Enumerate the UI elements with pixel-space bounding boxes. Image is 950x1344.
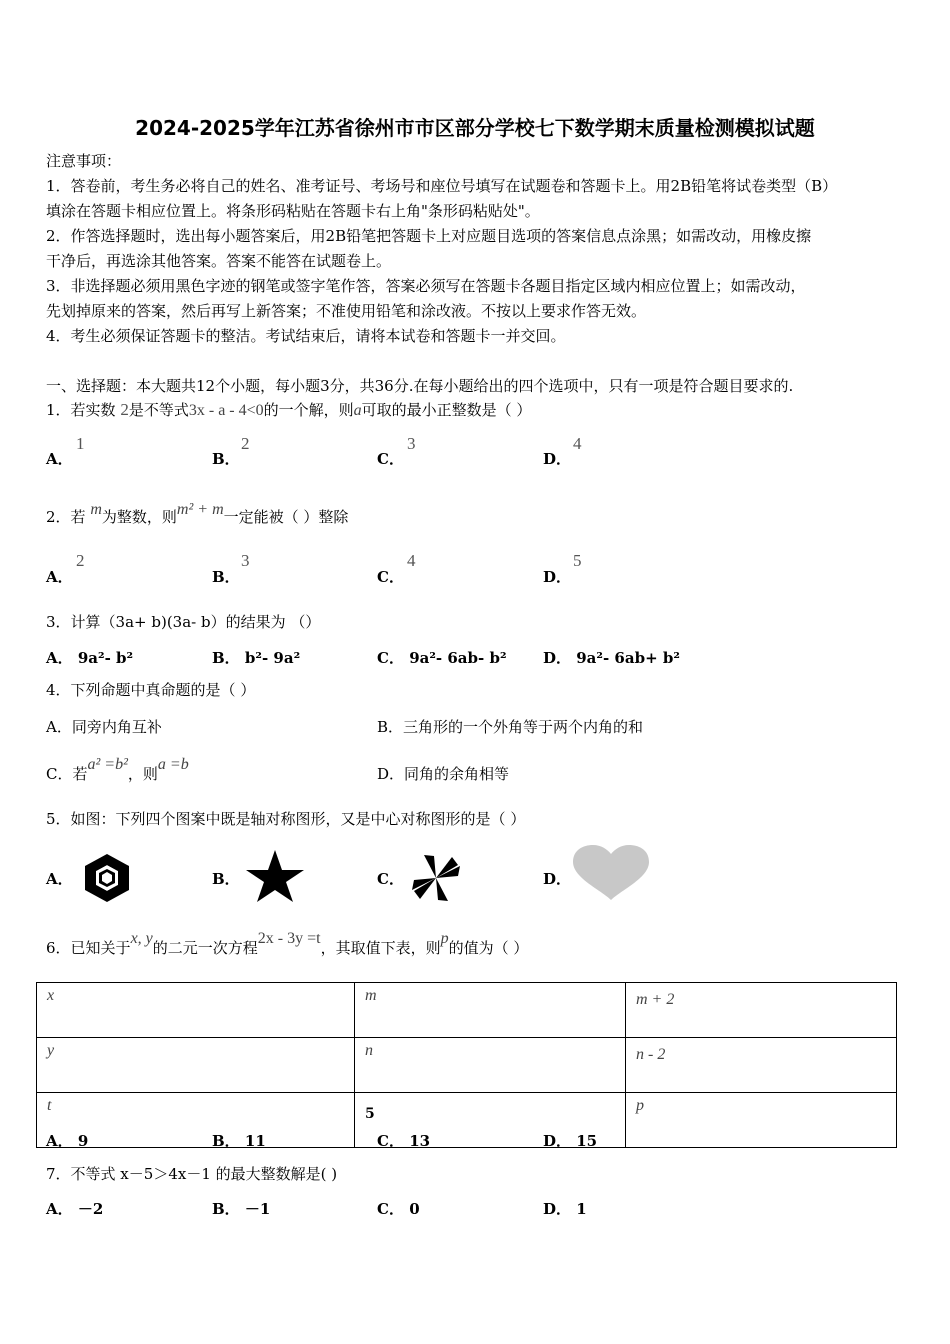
q4-option-c[interactable]: C．若a² =b²，则a =b (46, 756, 189, 783)
q5-option-a[interactable]: A． (46, 870, 73, 888)
table-cell: n - 2 (626, 1038, 897, 1093)
q1-option-c[interactable]: C． (377, 450, 404, 468)
question-6: 6．已知关于x, y的二元一次方程2x - 3y =t，其取值下表，则p的值为（ ） (46, 930, 529, 957)
question-7: 7．不等式 x－5＞4x－1 的最大整数解是( ) (46, 1165, 338, 1183)
heart-icon (571, 844, 651, 902)
q1-option-d[interactable]: D． (543, 450, 572, 468)
table-cell: m + 2 (626, 983, 897, 1038)
note-line: 4．考生必须保证答题卡的整洁。考试结束后，请将本试卷和答题卡一并交回。 (46, 327, 566, 345)
note-line: 2．作答选择题时，选出每小题答案后，用2B铅笔把答题卡上对应题目选项的答案信息点涂黑；如需改动，用橡皮擦 (46, 227, 812, 245)
q3-option-c[interactable]: C． 9a²- 6ab- b² (377, 649, 507, 667)
note-line: 干净后，再选涂其他答案。答案不能答在试题卷上。 (46, 252, 392, 270)
note-line: 填涂在答题卡相应位置上。将条形码粘贴在答题卡右上角"条形码粘贴处"。 (46, 202, 540, 220)
table-cell: p (626, 1093, 897, 1148)
table-cell: 5 (355, 1093, 626, 1148)
q2-option-a[interactable]: A． (46, 568, 73, 586)
value-table (36, 982, 897, 1148)
question-4: 4．下列命题中真命题的是（ ） (46, 681, 256, 699)
note-line: 1．答卷前，考生务必将自己的姓名、准考证号、考场号和座位号填写在试题卷和答题卡上。用2B铅笔将试卷类型（B） (46, 177, 838, 195)
q7-option-d[interactable]: D． 1 (543, 1200, 587, 1218)
q4-option-d[interactable]: D．同角的余角相等 (377, 765, 510, 783)
q6-option-d[interactable]: D． 15 (543, 1132, 598, 1150)
q2-option-c[interactable]: C． (377, 568, 404, 586)
pinwheel-icon (408, 853, 464, 903)
table-row (37, 1038, 897, 1093)
question-2: 2．若 m为整数，则m² + m一定能被（ ）整除 (46, 501, 349, 526)
note-line: 先划掉原来的答案，然后再写上新答案；不准使用铅笔和涂改液。不按以上要求作答无效。 (46, 302, 647, 320)
table-cell: t (37, 1093, 355, 1148)
q6-option-c[interactable]: C． 13 (377, 1132, 431, 1150)
q3-option-b[interactable]: B． b²- 9a² (212, 649, 301, 667)
q1-option-a[interactable]: A． (46, 450, 73, 468)
hexagon-pinwheel-icon (80, 852, 134, 904)
question-1: 1．若实数 2是不等式3x - a - 4<0的一个解，则a可取的最小正整数是（ ） (46, 400, 532, 419)
q5-option-d[interactable]: D． (543, 870, 572, 888)
q3-option-d[interactable]: D． 9a²- 6ab+ b² (543, 649, 680, 667)
q5-option-c[interactable]: C． (377, 870, 404, 888)
note-line: 3．非选择题必须用黑色字迹的钢笔或签字笔作答，答案必须写在答题卡各题目指定区域内相应位置上；如需改动， (46, 277, 806, 295)
q6-option-b[interactable]: B． 11 (212, 1132, 266, 1150)
q2-option-d[interactable]: D． (543, 568, 572, 586)
q4-option-a[interactable]: A．同旁内角互补 (46, 718, 162, 736)
q7-option-b[interactable]: B． －1 (212, 1200, 271, 1218)
q6-option-a[interactable]: A． 9 (46, 1132, 89, 1150)
table-row (37, 1093, 897, 1148)
notes-heading: 注意事项： (46, 152, 122, 170)
table-cell: n (355, 1038, 626, 1093)
table-row (37, 983, 897, 1038)
q1-option-b[interactable]: B． (212, 450, 240, 468)
page-title: 2024-2025学年江苏省徐州市市区部分学校七下数学期末质量检测模拟试题 (135, 116, 815, 140)
q2-option-b[interactable]: B． (212, 568, 240, 586)
q4-option-b[interactable]: B．三角形的一个外角等于两个内角的和 (377, 718, 644, 736)
table-cell: x (37, 983, 355, 1038)
q5-option-b[interactable]: B． (212, 870, 240, 888)
q7-option-c[interactable]: C． 0 (377, 1200, 420, 1218)
q7-option-a[interactable]: A． －2 (46, 1200, 104, 1218)
star-icon (244, 849, 306, 903)
q3-option-a[interactable]: A． 9a²- b² (46, 649, 134, 667)
table-cell: m (355, 983, 626, 1038)
question-3: 3．计算（3a+ b)(3a- b）的结果为 （） (46, 613, 321, 631)
question-5: 5．如图：下列四个图案中既是轴对称图形，又是中心对称图形的是（ ） (46, 810, 526, 828)
section-heading: 一、选择题：本大题共12个小题，每小题3分，共36分.在每小题给出的四个选项中，只有一项是符合题目要求的. (46, 377, 794, 395)
table-cell: y (37, 1038, 355, 1093)
